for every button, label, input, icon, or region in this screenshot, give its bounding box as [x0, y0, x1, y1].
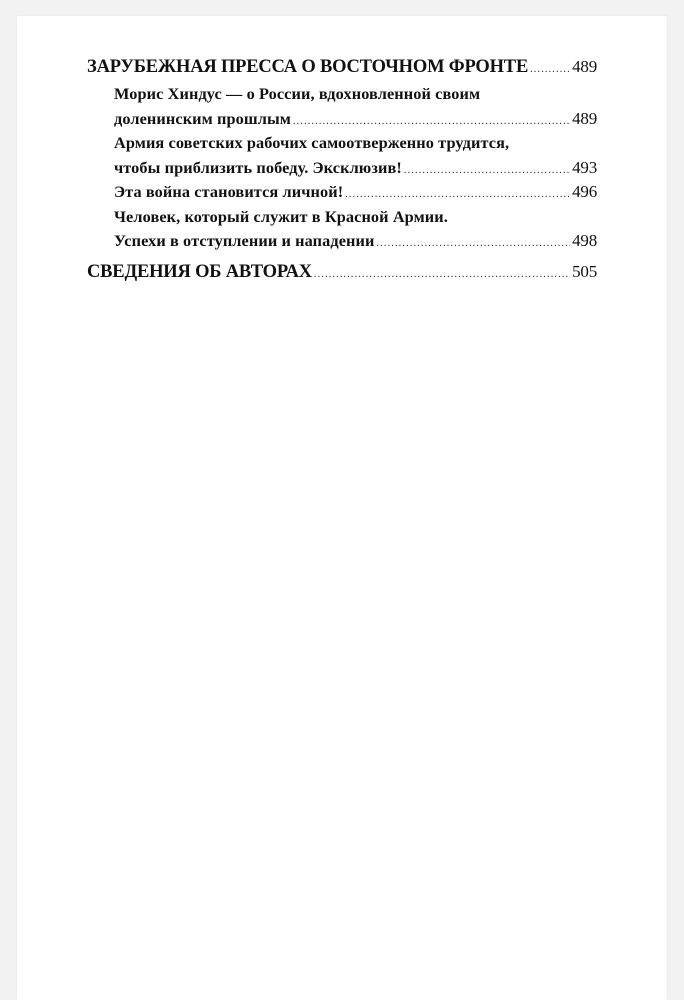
toc-entry [87, 131, 597, 180]
toc-section-heading [87, 52, 597, 82]
toc-section-heading [87, 257, 597, 287]
toc-page-number: 489 [572, 108, 597, 128]
book-page [17, 16, 667, 1000]
toc-entry-text: Успехи в отступлении и нападении [114, 231, 375, 250]
toc-entry-text: Морис Хиндус — о России, вдохновленной своим [114, 84, 481, 103]
toc-page-number: 489 [572, 57, 597, 76]
toc-section-foreign-press [87, 52, 597, 254]
toc-entry-text: Эта война становится личной! [114, 182, 344, 201]
toc-section-title: СВЕДЕНИЯ ОБ АВТОРАХ [87, 261, 312, 282]
toc-entry-line [114, 156, 597, 181]
toc-entry-line [114, 180, 597, 205]
toc-entry-line [114, 229, 597, 254]
toc-entry [87, 180, 597, 205]
toc-entry [87, 82, 597, 131]
toc-entry-line [114, 107, 597, 132]
toc-entry-text: Человек, который служит в Красной Армии. [114, 206, 448, 226]
toc-page-number: 505 [572, 261, 597, 281]
toc-page-number: 496 [572, 182, 597, 201]
table-of-contents [87, 52, 597, 287]
toc-entry-line [114, 205, 597, 230]
toc-entry-line [114, 82, 597, 107]
dot-leader [530, 55, 570, 85]
toc-entry [87, 205, 597, 254]
toc-entry-text: Армия советских рабочих самоотверженно трудится, [114, 133, 510, 152]
dot-leader [376, 232, 570, 257]
dot-leader [314, 260, 570, 290]
toc-entry-text: доленинским прошлым [114, 108, 291, 128]
toc-page-number: 498 [572, 231, 597, 250]
dot-leader [404, 159, 570, 184]
toc-section-authors [87, 257, 597, 287]
toc-entry-line [114, 131, 597, 156]
toc-section-title: ЗАРУБЕЖНАЯ ПРЕССА О ВОСТОЧНОМ ФРОНТЕ [87, 57, 529, 77]
toc-entry-text: чтобы приблизить победу. Эксклюзив! [114, 157, 402, 177]
toc-page-number: 493 [572, 157, 597, 177]
